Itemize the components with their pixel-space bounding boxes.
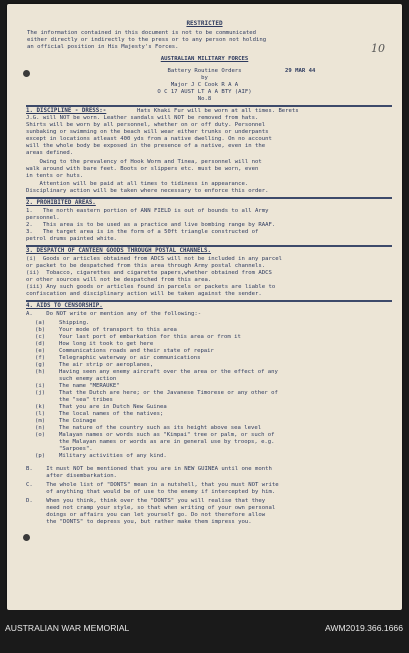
list-item-mark: (j) <box>35 390 46 396</box>
warning-line: either directly or indirectly to the press or to any person not holding <box>27 37 267 43</box>
list-item-mark: (f) <box>35 355 46 361</box>
list-item: Malayan names or words such as "Kimpai" tree or palm, or such of <box>59 432 275 438</box>
section-1-line: Hats Khaki Fur will be worn at all times. Berets <box>137 108 299 114</box>
list-item: The name "MERAUKE" <box>59 383 120 389</box>
list-item-mark: (k) <box>35 404 46 410</box>
section-4-paragraph: D. When you think, think over the "DONTS" you will realise that they <box>26 498 266 504</box>
section-2-line: petrol drums painted white. <box>26 236 117 242</box>
list-item: Military activities of any kind. <box>59 453 167 459</box>
list-item: Telegraphic waterway or air communications <box>59 355 201 361</box>
document-date: 29 MAR 44 <box>285 68 316 74</box>
section-4-paragraph: of anything that would be of use to the enemy if intercepted by him. <box>26 489 276 495</box>
section-divider <box>26 105 392 107</box>
list-item: such enemy action <box>59 376 117 382</box>
section-3-line: or packet to be despatched from this area through Army postal channels. <box>26 263 266 269</box>
section-2-heading: 2. PROHIBITED AREAS. <box>26 200 96 206</box>
list-item: The air strip or aeroplanes, <box>59 362 154 368</box>
section-3-heading: 3. DESPATCH OF CANTEEN GOODS THROUGH POSTAL CHANNELS. <box>26 248 211 254</box>
section-4-heading: 4. AIDS TO CENSORSHIP. <box>26 303 103 309</box>
list-item: Shipping. <box>59 320 90 326</box>
section-1-line: in tents or huts. <box>26 173 84 179</box>
section-4-paragraph: C. The whole list of "DONTS" mean in a nutshell, that you must NOT write <box>26 482 279 488</box>
list-item: Having seen any enemy aircraft over the area or the effect of any <box>59 369 278 375</box>
section-1-line: areas defined. <box>26 150 74 156</box>
section-3-line: (iii) Any such goods or articles found in parcels or packets are liable to <box>26 284 276 290</box>
list-item-mark: (h) <box>35 369 46 375</box>
section-2-line: personnel. <box>26 215 60 221</box>
section-1-line: will the whole body be exposed in the presence of a native, even in the <box>26 143 266 149</box>
list-item-mark: (i) <box>35 383 46 389</box>
list-item: Your mode of transport to this area <box>59 327 177 333</box>
section-1-line: sunbaking or swimming on the beach will wear either trunks or underpants <box>26 129 269 135</box>
section-3-line: (i) Goods or articles obtained from ADCS will not be included in any parcel <box>26 256 282 262</box>
list-item: the "sea" tribes <box>59 397 113 403</box>
unit-name: O C 17 AUST LT A A BTY (AIF) <box>157 89 252 95</box>
list-item-mark: (c) <box>35 334 46 340</box>
warning-line: an official position in His Majesty's Forces. <box>27 44 179 50</box>
list-item-mark: (n) <box>35 425 46 431</box>
list-item: The local names of the natives; <box>59 411 164 417</box>
page-number-annotation: 10 <box>371 42 385 55</box>
section-1-line: Shirts will be worn by all personnel, whether on or off duty. Personnel <box>26 122 266 128</box>
section-4-paragraph: after disembarkation. <box>26 473 117 479</box>
list-item-mark: (p) <box>35 453 46 459</box>
list-item: How long it took to get here <box>59 341 154 347</box>
section-4-paragraph: doings or affairs you can let yourself go. Do not therefore allow <box>26 512 266 518</box>
list-item: Your last port of embarkation for this area or from it <box>59 334 241 340</box>
section-3-line: (ii) Tobacco, cigarettes and cigarette papers,whether obtained from ADCS <box>26 270 272 276</box>
list-item: the Malayan names or words as are in general use by troops, e.g. <box>59 439 275 445</box>
archive-name: AUSTRALIAN WAR MEMORIAL <box>5 623 130 633</box>
punch-hole <box>23 534 30 541</box>
list-item: The Coinage <box>59 418 97 424</box>
list-item-mark: (a) <box>35 320 46 326</box>
section-2-line: 1. The north eastern portion of ANN FIELD is out of bounds to all Army <box>26 208 269 214</box>
list-item-mark: (m) <box>35 418 46 424</box>
list-item-mark: (b) <box>35 327 46 333</box>
section-1-heading: 1. DISCIPLINE - DRESS:- <box>26 108 107 114</box>
list-item: "Sarpoes". <box>59 446 93 452</box>
order-number: No.8 <box>197 96 212 102</box>
section-1-line: Owing to the prevalency of Hook Worm and Tinea, personnel will not <box>26 159 262 165</box>
section-1-line: Attention will be paid at all times to tidiness in appearance. <box>26 181 249 187</box>
list-item-mark: (o) <box>35 432 46 438</box>
section-4-paragraph: the "DONTS" to depress you, but rather make them impress you. <box>26 519 252 525</box>
section-3-line: or other sources will not be despatched from this area. <box>26 277 212 283</box>
section-4-paragraph: need not cramp your style, so that when writing of your own personal <box>26 505 276 511</box>
section-divider <box>26 197 392 199</box>
section-1-line: walk around with bare feet. Boots or slippers etc. must be worn, even <box>26 166 259 172</box>
archive-reference: AWM2019.366.1666 <box>324 623 403 633</box>
list-item: That the Dutch are here; or the Javanese Timorese or any other of <box>59 390 278 396</box>
document-sheet <box>7 4 402 610</box>
warning-line: The information contained in this document is not to be communicated <box>27 30 257 36</box>
section-1-line: except in locations atleast 400 yds from a native dwelling. On no account <box>26 136 272 142</box>
force-heading: AUSTRALIAN MILITARY FORCES <box>160 56 249 62</box>
section-1-line: Disciplinary action will be taken where necessary to enforce this order. <box>26 188 269 194</box>
section-1-line: J.G. will NOT be worn. Leather sandals will NOT be removed from hats. <box>26 115 259 121</box>
list-item: The nature of the country such as its height above sea level <box>59 425 262 431</box>
archive-footer <box>0 610 409 653</box>
section-2-line: 2. This area is to be used as a practice and live bombing range by RAAF. <box>26 222 276 228</box>
section-4-paragraph: B. It must NOT be mentioned that you are in NEW GUINEA until one month <box>26 466 272 472</box>
by-line: by <box>201 75 208 81</box>
classification-heading: RESTRICTED <box>186 20 223 27</box>
list-item-mark: (g) <box>35 362 46 368</box>
list-item: That you are in Dutch New Guinea <box>59 404 167 410</box>
officer-name: Major J C Cook R A A <box>170 82 239 88</box>
section-3-line: confiscation and disciplinary action will be taken against the sender. <box>26 291 262 297</box>
list-item: Communications roads and their state of repair <box>59 348 214 354</box>
list-item-mark: (l) <box>35 411 46 417</box>
section-4-intro: A. Do NOT write or mention any of the following:- <box>26 311 202 317</box>
document-title: Battery Routine Orders <box>167 68 242 74</box>
list-item-mark: (d) <box>35 341 46 347</box>
section-divider <box>26 245 392 247</box>
list-item-mark: (e) <box>35 348 46 354</box>
section-divider <box>26 300 392 302</box>
section-2-line: 3. The target area is in the form of a 50ft triangle constructed of <box>26 229 259 235</box>
